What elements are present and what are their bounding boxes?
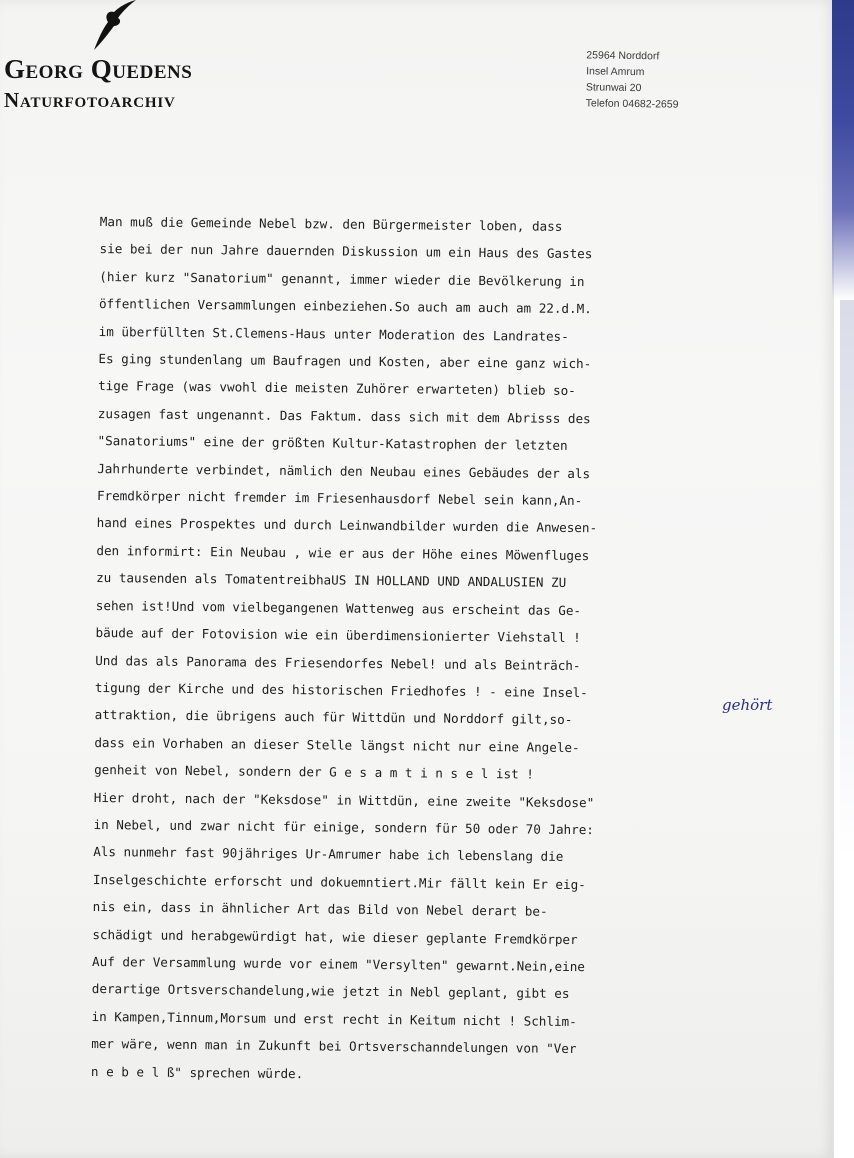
address-line: Insel Amrum [586,65,645,79]
body-line: tigung der Kirche und des historischen Friedhofes ! - eine Insel- [94,679,588,701]
body-line: den informirt: Ein Neubau , wie er aus der Höhe eines Möwenfluges [96,542,590,564]
body-line: öffentlichen Versammlungen einbeziehen.So auch am auch am 22.d.M. [98,296,592,317]
body-line: in Nebel, und zwar nicht für einige, sondern für 50 oder 70 Jahre: [93,816,595,838]
body-line: genheit von Nebel, sondern der G e s a m t i n s e l ist ! [94,762,534,782]
body-line: nis ein, dass in ähnlicher Art das Bild von Nebel derart be- [92,899,548,919]
body-line: Hier droht, nach der "Keksdose" in Wittdün, eine zweite "Keksdose" [93,789,595,810]
body-line: "Sanatoriums" eine der größten Kultur-Katastrophen der letzten [97,433,568,454]
body-line: dass ein Vorhaben an dieser Stelle längst nicht nur eine Angele- [94,734,580,755]
body-line: hand eines Prospektes und durch Leinwandbilder wurden die Anwesen- [96,515,598,536]
address-line: Telefon 04682-2659 [585,97,679,111]
address-line: Strunwai 20 [585,81,642,95]
body-line: tige Frage (was vwohl die meisten Zuhörer erwarteten) blieb so- [98,378,576,399]
seagull-icon [88,0,138,52]
letterhead-name: Georg Quedens [4,54,193,84]
background-edge-shadow [840,300,854,860]
address-line: 25964 Norddorf [586,49,660,63]
body-line: im überfüllten St.Clemens-Haus unter Moderation des Landrates- [98,323,569,344]
letter-body [91,208,840,1093]
body-line: in Kampen,Tinnum,Morsum und erst recht in Keitum nicht ! Schlim- [91,1008,577,1029]
body-line: schädigt und herabgewürdigt hat, wie dieser geplante Fremdkörper [92,926,578,947]
body-line: Jahrhunderte verbindet, nämlich den Neubau eines Gebäudes der als [97,460,591,481]
body-line: mer wäre, wenn man in Zukunft bei Ortsverschanndelungen von "Ver [91,1036,577,1057]
body-line: (hier kurz "Sanatorium" genannt, immer wieder die Bevölkerung in [99,268,585,289]
body-line: Als nunmehr fast 90jähriges Ur-Amrumer habe ich lebenslang die [93,844,564,865]
body-line: Man muß die Gemeinde Nebel bzw. den Bürgermeister loben, dass [99,213,563,234]
body-line: Es ging stundenlang um Baufragen und Kosten, aber eine ganz wich- [98,351,592,372]
body-line: Auf der Versammlung wurde vor einem "Versylten" gewarnt.Nein,eine [92,953,586,975]
letterhead-subtitle: Naturfotoarchiv [4,88,176,112]
body-line: Inselgeschichte erforscht und dokuemntiert.Mir fällt kein Er eig- [92,871,586,892]
body-line: sehen ist!Und vom vielbegangenen Wattenweg aus erscheint das Ge- [95,597,582,618]
body-line: n e b e l ß" sprechen würde. [90,1063,304,1081]
body-line: Und das als Panorama des Friesendorfes Nebel! und als Beinträch- [95,652,581,673]
body-line: zu tausenden als TomatentreibhaUS IN HOLLAND UND ANDALUSIEN ZU [96,570,567,591]
body-line: Fremdkörper nicht fremder im Friesenhausdorf Nebel sein kann,An- [96,488,583,509]
sender-address [586,47,680,112]
body-line: zusagen fast ungenannt. Das Faktum. dass sich mit dem Abrisss des [97,405,591,426]
body-line: bäude auf der Fotovision wie ein überdimensionierter Viehstall ! [95,625,581,646]
body-line: attraktion, die übrigens auch für Wittdün und Norddorf gilt,so- [94,707,573,728]
body-line: sie bei der nun Jahre dauernden Diskussion um ein Haus des Gastes [99,241,593,262]
body-line: derartige Ortsverschandelung,wie jetzt in Nebl geplant, gibt es [91,981,570,1002]
handwritten-correction: gehört [722,696,773,714]
